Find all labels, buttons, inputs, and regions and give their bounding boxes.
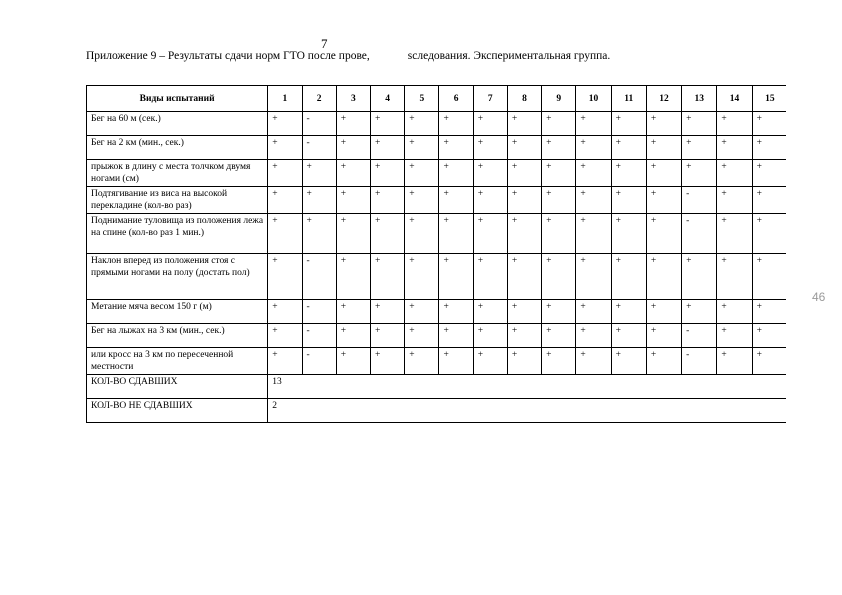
mark-cell: + <box>473 160 507 187</box>
mark-cell: + <box>542 324 576 348</box>
test-name-cell: прыжок в длину с места толчком двумя ногами (см) <box>87 160 268 187</box>
mark-cell: + <box>302 160 336 187</box>
mark-cell: + <box>439 300 473 324</box>
mark-cell: + <box>611 254 646 300</box>
mark-cell: + <box>646 136 681 160</box>
mark-cell: + <box>752 187 787 214</box>
mark-cell: + <box>439 160 473 187</box>
mark-cell: + <box>439 112 473 136</box>
mark-cell: + <box>336 112 370 136</box>
header-number: 3 <box>336 86 370 112</box>
mark-cell: + <box>405 324 439 348</box>
mark-cell: + <box>370 214 404 254</box>
mark-cell: + <box>405 160 439 187</box>
test-name-cell: или кросс на 3 км по пересеченной местности <box>87 348 268 375</box>
mark-cell: + <box>611 324 646 348</box>
mark-cell: + <box>268 348 302 375</box>
table-row <box>87 136 788 160</box>
mark-cell: + <box>507 187 541 214</box>
mark-cell: + <box>405 300 439 324</box>
mark-cell: + <box>336 214 370 254</box>
summary-value: 13 <box>268 375 788 399</box>
mark-cell: + <box>576 300 611 324</box>
mark-cell: + <box>752 324 787 348</box>
mark-cell: - <box>682 187 717 214</box>
mark-cell: + <box>473 112 507 136</box>
table-row <box>87 214 788 254</box>
mark-cell: + <box>646 187 681 214</box>
mark-cell: + <box>473 254 507 300</box>
side-page-number: 46 <box>812 290 826 304</box>
mark-cell: + <box>507 112 541 136</box>
mark-cell: + <box>336 300 370 324</box>
caption-part-2: ѕследования. Эк <box>407 50 487 62</box>
table-row <box>87 300 788 324</box>
mark-cell: + <box>268 254 302 300</box>
mark-cell: - <box>302 348 336 375</box>
mark-cell: + <box>576 324 611 348</box>
mark-cell: + <box>302 214 336 254</box>
mark-cell: + <box>507 348 541 375</box>
caption-part-3: спериментальная группа. <box>486 50 611 62</box>
mark-cell: + <box>405 348 439 375</box>
mark-cell: + <box>576 187 611 214</box>
mark-cell: + <box>439 324 473 348</box>
mark-cell: + <box>752 254 787 300</box>
table-row <box>87 348 788 375</box>
table-header-row <box>87 86 788 112</box>
mark-cell: + <box>370 254 404 300</box>
mark-cell: + <box>370 187 404 214</box>
test-name-cell: Бег на 60 м (сек.) <box>87 112 268 136</box>
mark-cell: + <box>336 136 370 160</box>
mark-cell: - <box>302 254 336 300</box>
header-number: 8 <box>507 86 541 112</box>
mark-cell: + <box>405 214 439 254</box>
mark-cell: + <box>439 214 473 254</box>
mark-cell: + <box>717 300 752 324</box>
header-number: 13 <box>682 86 717 112</box>
mark-cell: + <box>542 348 576 375</box>
mark-cell: + <box>752 112 787 136</box>
mark-cell: + <box>611 136 646 160</box>
mark-cell: + <box>302 187 336 214</box>
header-number: 15 <box>752 86 787 112</box>
mark-cell: + <box>405 187 439 214</box>
test-name-cell: Поднимание туловища из положения лежа на спине (кол-во раз 1 мин.) <box>87 214 268 254</box>
test-name-cell: Бег на 2 км (мин., сек.) <box>87 136 268 160</box>
mark-cell: + <box>752 214 787 254</box>
mark-cell: + <box>439 187 473 214</box>
mark-cell: + <box>611 348 646 375</box>
mark-cell: + <box>717 160 752 187</box>
mark-cell: + <box>752 160 787 187</box>
header-number: 1 <box>268 86 302 112</box>
mark-cell: + <box>717 324 752 348</box>
mark-cell: + <box>646 160 681 187</box>
mark-cell: + <box>682 254 717 300</box>
mark-cell: + <box>576 214 611 254</box>
mark-cell: + <box>717 112 752 136</box>
header-number: 5 <box>405 86 439 112</box>
table-row <box>87 112 788 136</box>
summary-label: КОЛ-ВО НЕ СДАВШИХ <box>87 399 268 423</box>
mark-cell: + <box>336 324 370 348</box>
mark-cell: + <box>370 348 404 375</box>
mark-cell: + <box>646 112 681 136</box>
mark-cell: + <box>752 348 787 375</box>
mark-cell: + <box>717 187 752 214</box>
mark-cell: + <box>717 214 752 254</box>
header-number: 9 <box>542 86 576 112</box>
mark-cell: + <box>542 187 576 214</box>
mark-cell: + <box>542 136 576 160</box>
mark-cell: + <box>542 112 576 136</box>
test-name-cell: Метание мяча весом 150 г (м) <box>87 300 268 324</box>
summary-row-passed <box>87 375 788 399</box>
mark-cell: + <box>268 160 302 187</box>
mark-cell: - <box>302 324 336 348</box>
mark-cell: + <box>439 254 473 300</box>
mark-cell: + <box>473 348 507 375</box>
mark-cell: + <box>370 136 404 160</box>
mark-cell: + <box>682 300 717 324</box>
mark-cell: - <box>682 348 717 375</box>
mark-cell: + <box>336 348 370 375</box>
mark-cell: + <box>370 324 404 348</box>
mark-cell: + <box>542 300 576 324</box>
mark-cell: + <box>336 187 370 214</box>
header-number: 11 <box>611 86 646 112</box>
header-number: 12 <box>646 86 681 112</box>
mark-cell: + <box>717 136 752 160</box>
mark-cell: + <box>752 136 787 160</box>
mark-cell: + <box>752 300 787 324</box>
mark-cell: + <box>439 136 473 160</box>
mark-cell: + <box>682 136 717 160</box>
mark-cell: + <box>336 254 370 300</box>
mark-cell: + <box>576 348 611 375</box>
mark-cell: - <box>302 300 336 324</box>
mark-cell: + <box>405 254 439 300</box>
mark-cell: + <box>611 214 646 254</box>
mark-cell: + <box>507 254 541 300</box>
mark-cell: + <box>682 160 717 187</box>
results-table <box>86 85 788 423</box>
mark-cell: + <box>336 160 370 187</box>
mark-cell: + <box>268 324 302 348</box>
appendix-caption <box>86 50 726 62</box>
mark-cell: - <box>682 214 717 254</box>
mark-cell: + <box>646 300 681 324</box>
mark-cell: + <box>507 300 541 324</box>
table-right-clip <box>786 80 842 450</box>
mark-cell: + <box>646 348 681 375</box>
mark-cell: + <box>507 324 541 348</box>
mark-cell: + <box>646 254 681 300</box>
mark-cell: + <box>268 187 302 214</box>
mark-cell: + <box>268 214 302 254</box>
summary-label: КОЛ-ВО СДАВШИХ <box>87 375 268 399</box>
mark-cell: + <box>370 112 404 136</box>
mark-cell: + <box>576 160 611 187</box>
mark-cell: + <box>473 187 507 214</box>
table-row <box>87 187 788 214</box>
mark-cell: + <box>268 136 302 160</box>
mark-cell: + <box>268 112 302 136</box>
mark-cell: + <box>542 254 576 300</box>
mark-cell: + <box>507 160 541 187</box>
mark-cell: + <box>473 300 507 324</box>
test-name-cell: Подтягивание из виса на высокой перекладине (кол-во раз) <box>87 187 268 214</box>
mark-cell: + <box>370 300 404 324</box>
summary-row-failed <box>87 399 788 423</box>
table-row <box>87 324 788 348</box>
mark-cell: - <box>302 112 336 136</box>
mark-cell: + <box>646 214 681 254</box>
mark-cell: + <box>611 300 646 324</box>
mark-cell: + <box>576 254 611 300</box>
mark-cell: + <box>576 112 611 136</box>
header-number: 7 <box>473 86 507 112</box>
mark-cell: + <box>507 214 541 254</box>
mark-cell: - <box>302 136 336 160</box>
header-number: 6 <box>439 86 473 112</box>
caption-part-1: Приложение 9 – Результаты сдачи норм ГТО после прове, <box>86 50 370 62</box>
test-name-cell: Бег на лыжах на 3 км (мин., сек.) <box>87 324 268 348</box>
header-tests: Виды испытаний <box>87 86 268 112</box>
table-row <box>87 254 788 300</box>
mark-cell: + <box>576 136 611 160</box>
test-name-cell: Наклон вперед из положения стоя с прямыми ногами на полу (достать пол) <box>87 254 268 300</box>
mark-cell: + <box>542 214 576 254</box>
mark-cell: + <box>717 348 752 375</box>
mark-cell: + <box>370 160 404 187</box>
mark-cell: + <box>611 160 646 187</box>
header-number: 10 <box>576 86 611 112</box>
header-number: 4 <box>370 86 404 112</box>
summary-value: 2 <box>268 399 788 423</box>
mark-cell: + <box>405 136 439 160</box>
mark-cell: + <box>682 112 717 136</box>
header-number: 14 <box>717 86 752 112</box>
mark-cell: + <box>611 112 646 136</box>
mark-cell: + <box>473 136 507 160</box>
mark-cell: + <box>646 324 681 348</box>
table-row <box>87 160 788 187</box>
mark-cell: - <box>682 324 717 348</box>
mark-cell: + <box>405 112 439 136</box>
mark-cell: + <box>439 348 473 375</box>
mark-cell: + <box>473 214 507 254</box>
mark-cell: + <box>611 187 646 214</box>
page-number: 7 <box>321 36 328 51</box>
mark-cell: + <box>717 254 752 300</box>
mark-cell: + <box>473 324 507 348</box>
header-number: 2 <box>302 86 336 112</box>
mark-cell: + <box>507 136 541 160</box>
mark-cell: + <box>542 160 576 187</box>
mark-cell: + <box>268 300 302 324</box>
